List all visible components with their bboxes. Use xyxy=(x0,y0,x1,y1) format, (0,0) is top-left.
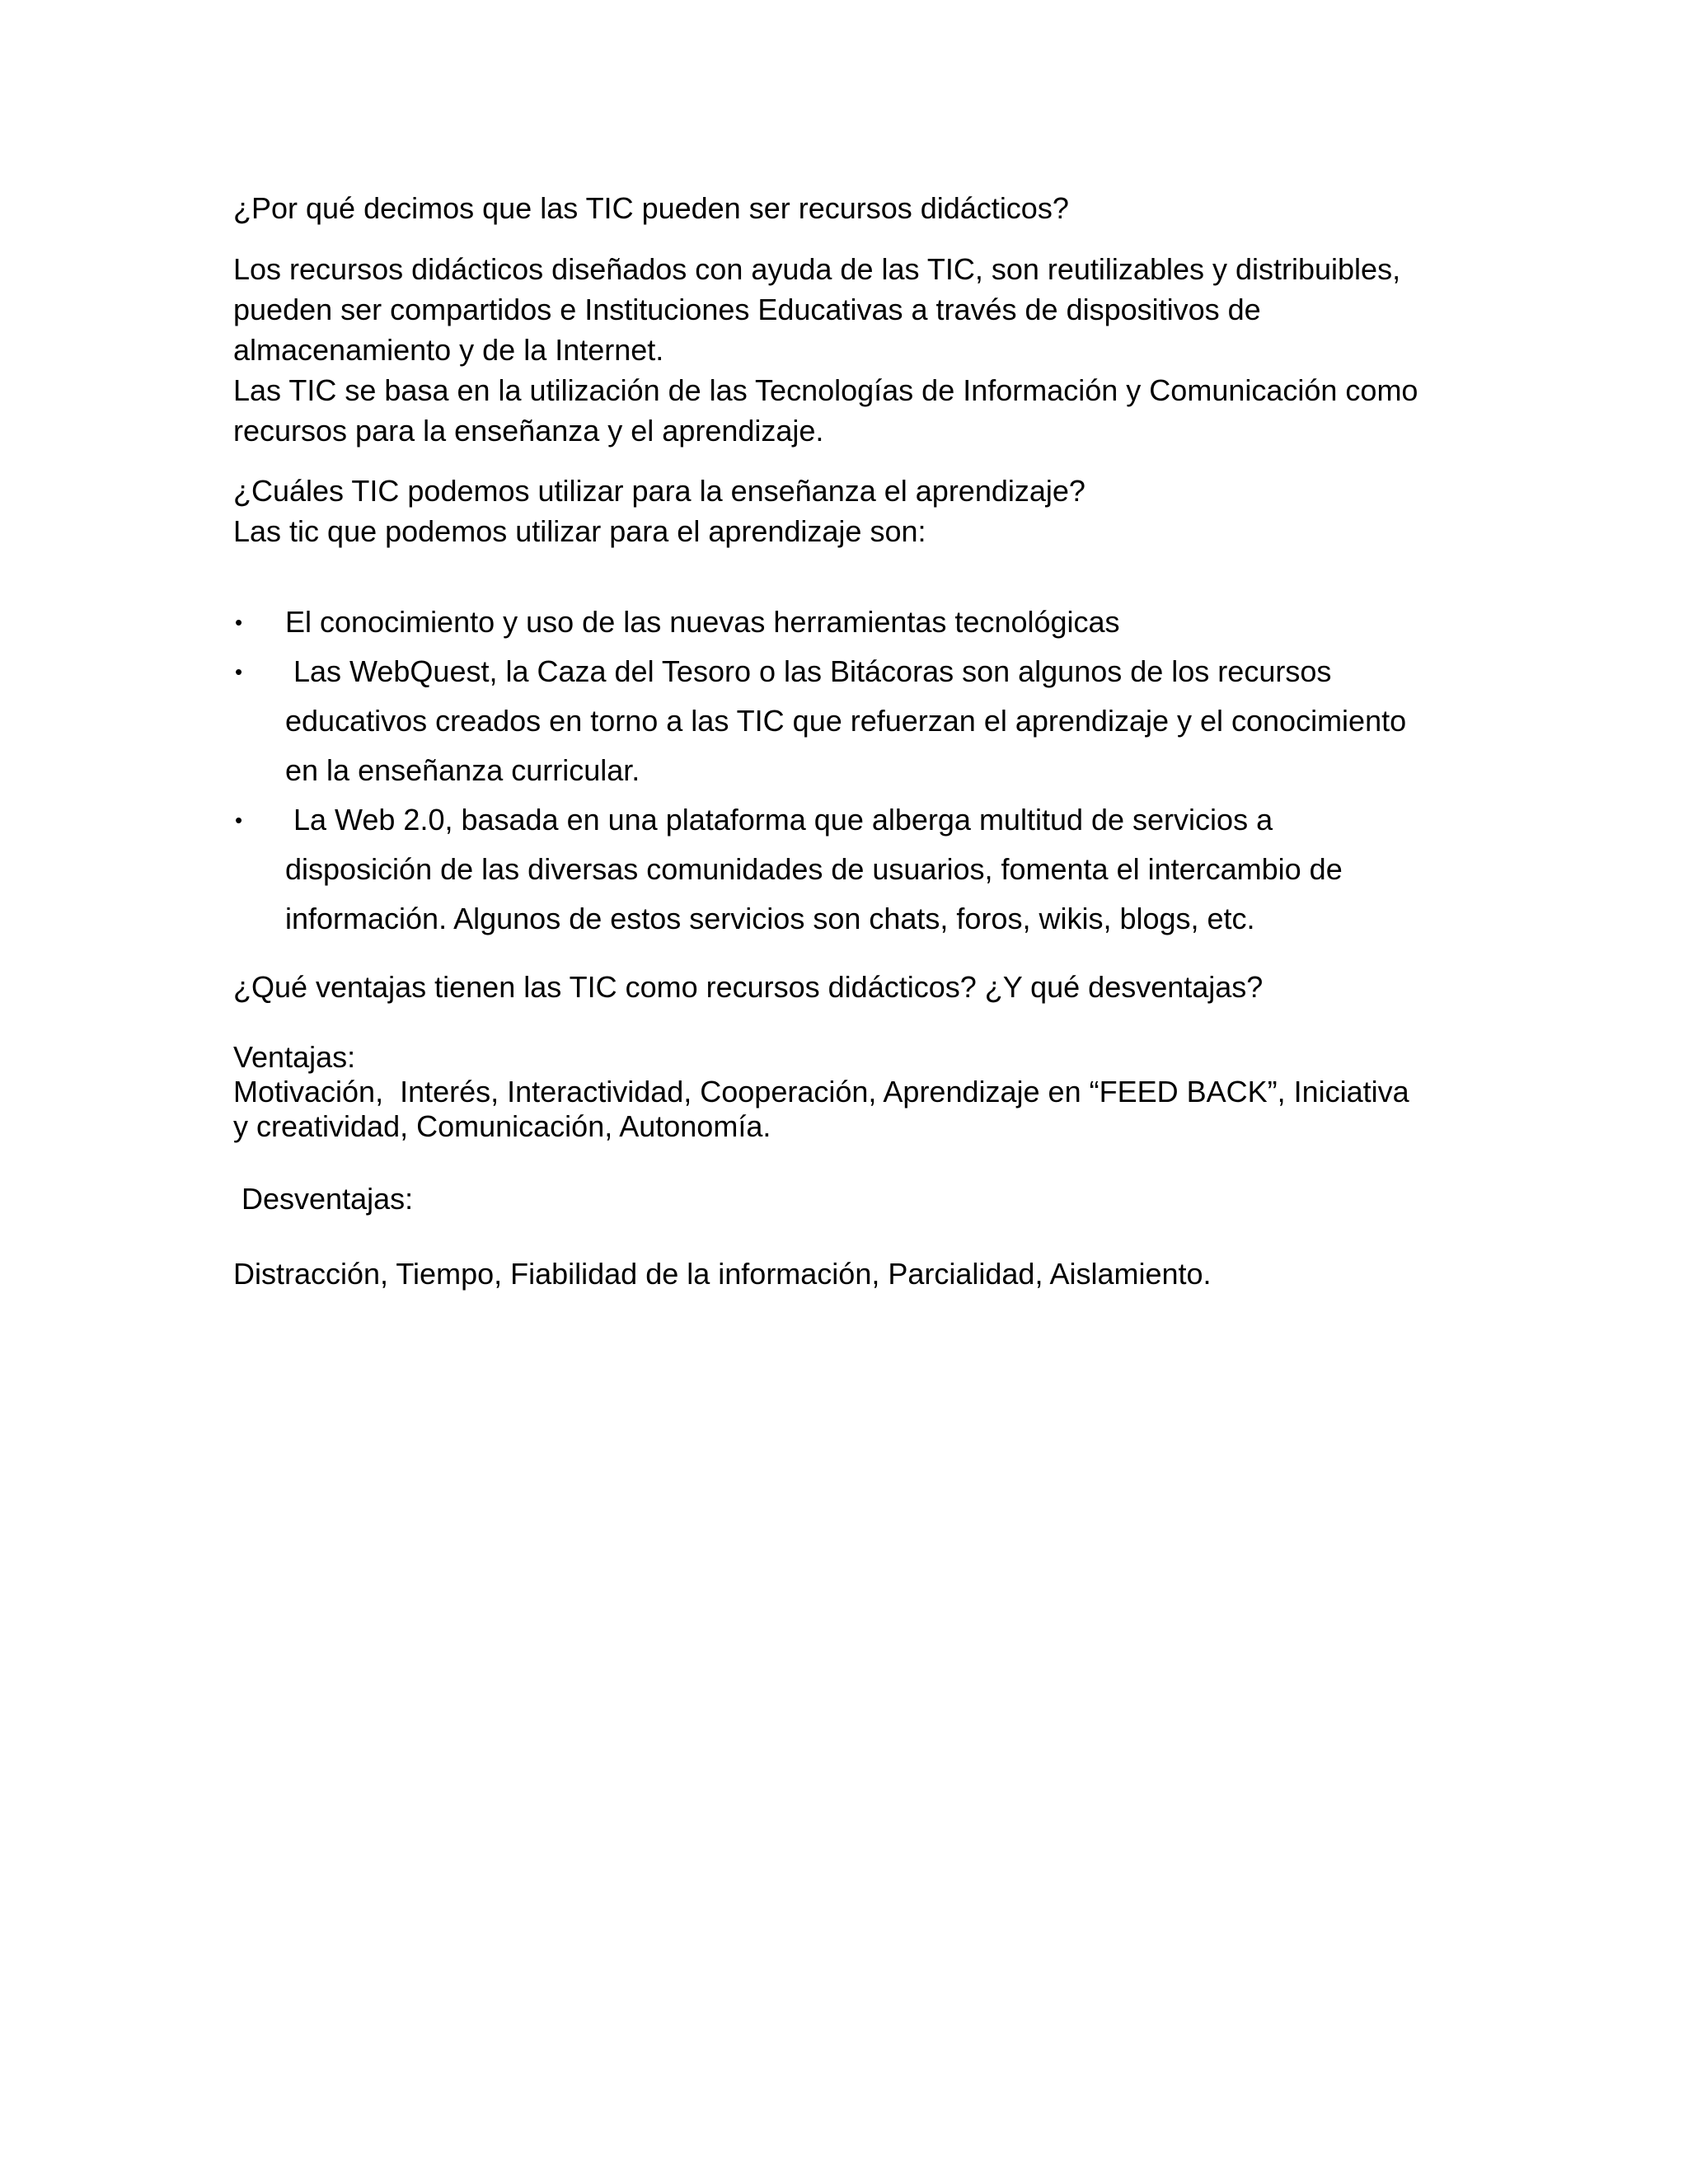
desventajas-text: Distracción, Tiempo, Fiabilidad de la información, Parcialidad, Aislamiento. xyxy=(233,1257,1212,1291)
question-2: ¿Cuáles TIC podemos utilizar para la enseñanza el aprendizaje? xyxy=(233,474,1085,508)
document-body xyxy=(233,188,1453,1294)
ventajas-line: Motivación, Interés, Interactividad, Cooperación, Aprendizaje en “FEED BACK”, Iniciativa xyxy=(233,1075,1409,1108)
paragraph-1-line: Los recursos didácticos diseñados con ayuda de las TIC, son reutilizables y distribuibles, xyxy=(233,252,1401,286)
question-1: ¿Por qué decimos que las TIC pueden ser recursos didácticos? xyxy=(233,191,1069,225)
list-item-line: información. Algunos de estos servicios son chats, foros, wikis, blogs, etc. xyxy=(285,902,1255,935)
list-item-line: La Web 2.0, basada en una plataforma que alberga multitud de servicios a xyxy=(285,803,1273,837)
list-item-line: Las WebQuest, la Caza del Tesoro o las Bitácoras son algunos de los recursos xyxy=(285,654,1332,688)
paragraph-1-line: Las TIC se basa en la utilización de las Tecnologías de Información y Comunicación como xyxy=(233,373,1418,407)
question-3: ¿Qué ventajas tienen las TIC como recursos didácticos? ¿Y qué desventajas? xyxy=(233,970,1264,1004)
ventajas-heading: Ventajas: xyxy=(233,1040,356,1074)
paragraph-1-line: pueden ser compartidos e Instituciones Educativas a través de dispositivos de xyxy=(233,293,1261,326)
desventajas-heading: Desventajas: xyxy=(241,1182,414,1216)
bullet-icon: • xyxy=(235,610,243,635)
paragraph-1 xyxy=(233,249,1453,451)
paragraph-1-line: recursos para la enseñanza y el aprendizaje. xyxy=(233,414,824,448)
ventajas-section xyxy=(233,1040,1453,1144)
list-item-line: disposición de las diversas comunidades de usuarios, fomenta el intercambio de xyxy=(285,852,1343,886)
bullet-list xyxy=(233,598,1453,944)
list-lead: Las tic que podemos utilizar para el aprendizaje son: xyxy=(233,514,926,548)
list-item-line: El conocimiento y uso de las nuevas herramientas tecnológicas xyxy=(285,605,1120,639)
bullet-icon: • xyxy=(235,808,243,832)
list-item xyxy=(233,598,1453,647)
list-item-line: educativos creados en torno a las TIC que refuerzan el aprendizaje y el conocimiento xyxy=(285,704,1407,738)
paragraph-1-line: almacenamiento y de la Internet. xyxy=(233,333,664,367)
ventajas-line: y creatividad, Comunicación, Autonomía. xyxy=(233,1109,771,1143)
list-item xyxy=(233,647,1453,795)
bullet-icon: • xyxy=(235,659,243,684)
list-item-line: en la enseñanza curricular. xyxy=(285,753,640,787)
list-item xyxy=(233,795,1453,944)
